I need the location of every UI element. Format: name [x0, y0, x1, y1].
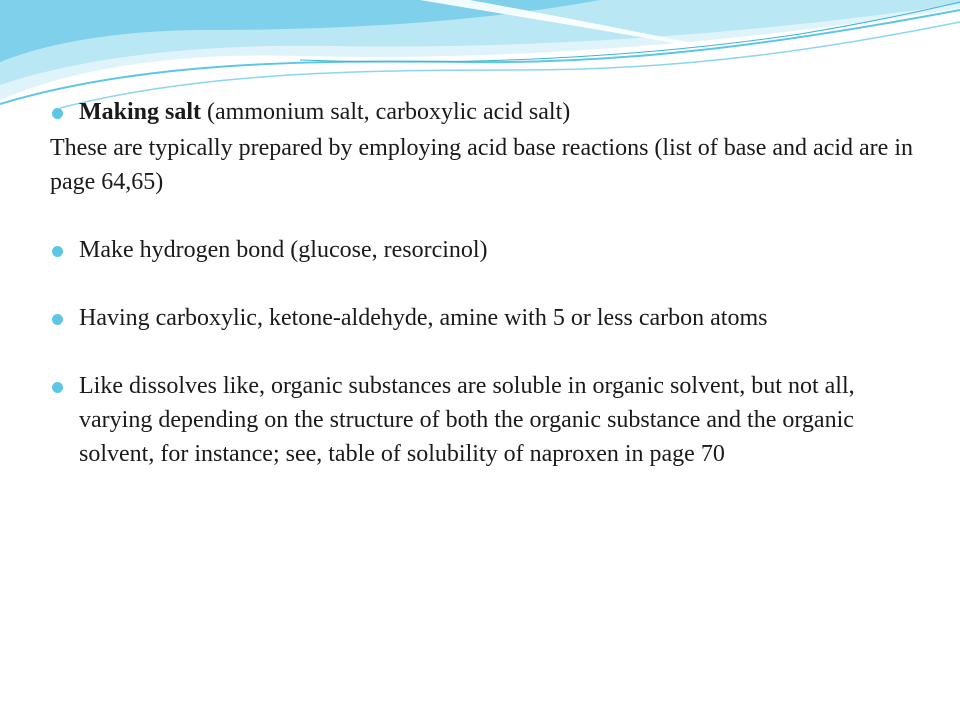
- bullet-text: Like dissolves like, organic substances are soluble in organic solvent, but not all, varying depending on the structure of both the organic substance and the organic solvent, for instance; see, table of solubility of naproxen in page 70: [79, 373, 855, 467]
- bullet-item-making-salt: [50, 95, 930, 129]
- bullet-text: (ammonium salt, carboxylic acid salt): [201, 99, 571, 125]
- spacer: [50, 199, 930, 233]
- spacer: [50, 267, 930, 301]
- bullet-dot: [52, 108, 63, 119]
- bullet-bold-lead: Making salt: [79, 99, 202, 125]
- bullet-item-like-dissolves-like: [50, 369, 930, 471]
- bullet-item-hydrogen-bond: [50, 233, 930, 267]
- spacer: [50, 335, 930, 369]
- bullet-dot: [52, 314, 63, 325]
- header-wave-decoration: [0, 0, 960, 110]
- bullet-text: Having carboxylic, ketone-aldehyde, amine with 5 or less carbon atoms: [79, 305, 768, 331]
- slide-content: [50, 95, 930, 471]
- bullet-dot: [52, 382, 63, 393]
- paragraph-acid-base: These are typically prepared by employing acid base reactions (list of base and acid are in page 64,65): [50, 135, 913, 195]
- bullet-item-carboxylic: [50, 301, 930, 335]
- bullet-dot: [52, 246, 63, 257]
- bullet-text: Make hydrogen bond (glucose, resorcinol): [79, 237, 488, 263]
